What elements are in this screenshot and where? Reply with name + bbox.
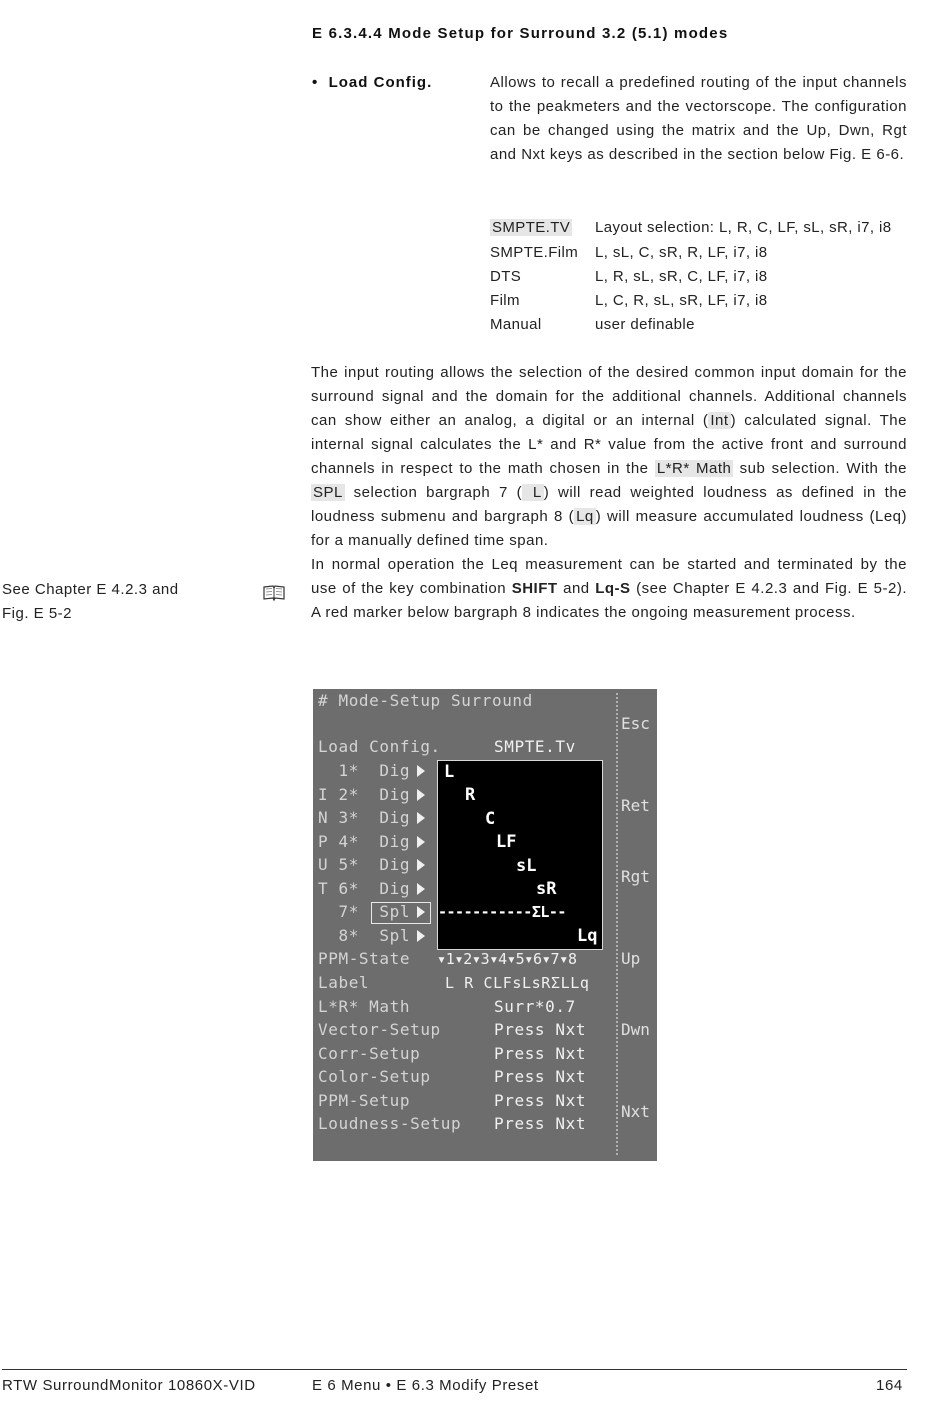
screen-title: # Mode-Setup Surround bbox=[318, 691, 533, 710]
vector-setup-label: Vector-Setup bbox=[318, 1020, 441, 1039]
int-highlight: Int bbox=[710, 412, 729, 429]
input-row-3[interactable]: N 3* Dig bbox=[318, 808, 411, 827]
up-key[interactable]: Up bbox=[621, 949, 641, 968]
ret-key[interactable]: Ret bbox=[621, 796, 650, 815]
matrix-cell-l: L bbox=[444, 762, 455, 782]
load-config-term bbox=[312, 74, 432, 91]
ppm-state-value[interactable]: ▾1▾2▾3▾4▾5▾6▾7▾8 bbox=[437, 950, 577, 968]
rgt-key[interactable]: Rgt bbox=[621, 867, 650, 886]
input-row-4[interactable]: P 4* Dig bbox=[318, 832, 411, 851]
vector-setup-value[interactable]: Press Nxt bbox=[494, 1020, 587, 1039]
math-highlight: L*R* Math bbox=[656, 460, 732, 477]
ppm-state-label: PPM-State bbox=[318, 949, 411, 968]
label-value[interactable]: L R CLFsLsRΣLLq bbox=[445, 974, 590, 992]
footer-divider bbox=[2, 1369, 907, 1370]
load-config-value[interactable]: SMPTE.Tv bbox=[494, 737, 576, 756]
shift-key: SHIFT bbox=[511, 580, 558, 597]
screen-divider bbox=[616, 693, 618, 1155]
config-value: user definable bbox=[595, 316, 695, 333]
config-value: L, C, R, sL, sR, LF, i7, i8 bbox=[595, 292, 768, 309]
arrow-right-icon bbox=[417, 930, 425, 942]
l-highlight: L bbox=[524, 484, 542, 501]
corr-setup-label: Corr-Setup bbox=[318, 1044, 421, 1063]
page-number: 164 bbox=[876, 1377, 903, 1394]
matrix-cell-sr: sR bbox=[536, 879, 557, 899]
ppm-setup-value[interactable]: Press Nxt bbox=[494, 1091, 587, 1110]
book-icon bbox=[262, 584, 286, 602]
arrow-right-icon bbox=[417, 812, 425, 824]
matrix-cell-r: R bbox=[465, 785, 476, 805]
matrix-cell-lq: Lq bbox=[577, 926, 598, 946]
config-value: L, sL, C, sR, R, LF, i7, i8 bbox=[595, 244, 768, 261]
color-setup-value[interactable]: Press Nxt bbox=[494, 1067, 587, 1086]
paragraph-leq: In normal operation the Leq measurement can be started and terminated by the use of the key combination SHIFT and Lq-S (see Chapter E 4.2.3 and Fig. E 5-2). A red marker below bargraph 8 indicates the ongoing measurement process. bbox=[311, 556, 908, 621]
spl-highlight: SPL bbox=[313, 484, 343, 501]
nxt-key[interactable]: Nxt bbox=[621, 1102, 650, 1121]
arrow-right-icon bbox=[417, 836, 425, 848]
main-body-text bbox=[311, 361, 907, 625]
side-note: See Chapter E 4.2.3 and Fig. E 5-2 bbox=[2, 581, 179, 622]
matrix-sum-row: -----------ΣL-- bbox=[438, 903, 566, 921]
input-row-1[interactable]: 1* Dig bbox=[318, 761, 411, 780]
arrow-right-icon bbox=[417, 789, 425, 801]
term-label: Load Config. bbox=[328, 74, 433, 91]
dwn-key[interactable]: Dwn bbox=[621, 1020, 650, 1039]
routing-matrix[interactable] bbox=[437, 760, 603, 950]
input-row-8[interactable]: 8* Spl bbox=[318, 926, 411, 945]
load-config-description: Allows to recall a predefined routing of the input channels to the peakmeters and the vectorscope. The configuration can be changed using the matrix and the Up, Dwn, Rgt and Nxt keys as described in the section below Fig. E 6-6. bbox=[490, 74, 907, 163]
lqs-key: Lq-S bbox=[595, 580, 631, 597]
arrow-right-icon bbox=[417, 906, 425, 918]
input-row-6[interactable]: T 6* Dig bbox=[318, 879, 411, 898]
ppm-setup-label: PPM-Setup bbox=[318, 1091, 411, 1110]
loudness-setup-label: Loudness-Setup bbox=[318, 1114, 462, 1133]
config-key: SMPTE.Film bbox=[490, 244, 579, 261]
device-screen bbox=[313, 689, 657, 1161]
input-row-7[interactable]: 7* Spl bbox=[318, 902, 411, 921]
bullet-marker: • bbox=[312, 74, 319, 91]
section-heading: E 6.3.4.4 Mode Setup for Surround 3.2 (5.1) modes bbox=[312, 25, 729, 42]
label-label: Label bbox=[318, 973, 370, 992]
corr-setup-value[interactable]: Press Nxt bbox=[494, 1044, 587, 1063]
config-key: DTS bbox=[490, 268, 522, 285]
loudness-setup-value[interactable]: Press Nxt bbox=[494, 1114, 587, 1133]
config-key: SMPTE.TV bbox=[492, 219, 571, 236]
input-row-5[interactable]: U 5* Dig bbox=[318, 855, 411, 874]
math-value[interactable]: Surr*0.7 bbox=[494, 997, 576, 1016]
paragraph-input-routing: The input routing allows the selection of the desired common input domain for the surround signal and the domain for the additional channels. Additional channels can show either an analog, a digital or an internal ( Int ) calculated signal. The internal signal calculates the L* and R* value from the active front and surround channels in respect to the math chosen in the L*R* Math sub selection. With the SPL selection bargraph 7 ( L ) will read weighted loudness as defined in the loudness submenu and bargraph 8 ( Lq ) will measure accumulated loudness (Leq) for a manually defined time span. bbox=[311, 364, 907, 549]
footer-product: RTW SurroundMonitor 10860X-VID bbox=[2, 1377, 256, 1394]
arrow-right-icon bbox=[417, 765, 425, 777]
matrix-cell-c: C bbox=[485, 809, 496, 829]
config-value: L, R, sL, sR, C, LF, i7, i8 bbox=[595, 268, 768, 285]
arrow-right-icon bbox=[417, 859, 425, 871]
config-key: Manual bbox=[490, 316, 542, 333]
footer-section: E 6 Menu • E 6.3 Modify Preset bbox=[312, 1377, 539, 1394]
esc-key[interactable]: Esc bbox=[621, 714, 650, 733]
lq-highlight: Lq bbox=[576, 508, 594, 525]
arrow-right-icon bbox=[417, 883, 425, 895]
color-setup-label: Color-Setup bbox=[318, 1067, 431, 1086]
math-label: L*R* Math bbox=[318, 997, 411, 1016]
matrix-cell-lf: LF bbox=[496, 832, 517, 852]
config-key: Film bbox=[490, 292, 520, 309]
load-config-label: Load Config. bbox=[318, 737, 441, 756]
input-row-2[interactable]: I 2* Dig bbox=[318, 785, 411, 804]
config-value: Layout selection: L, R, C, LF, sL, sR, i7, i8 bbox=[595, 219, 892, 236]
matrix-cell-sl: sL bbox=[516, 856, 537, 876]
